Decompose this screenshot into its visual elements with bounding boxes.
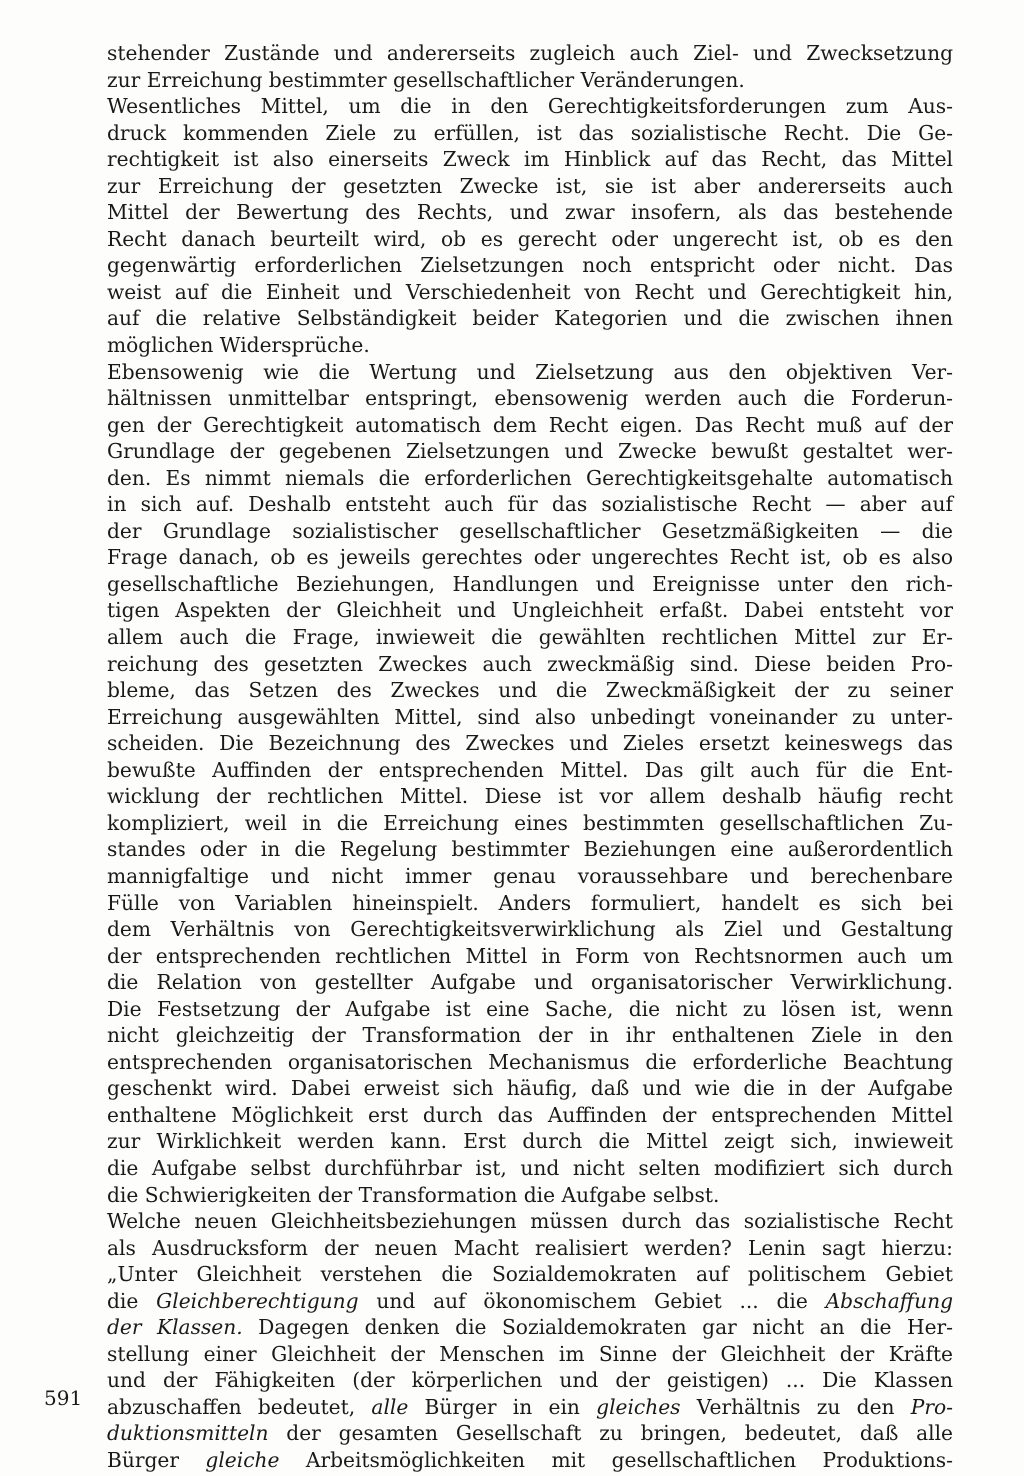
text-run: und auf ökonomischem Gebiet ... die (358, 1288, 826, 1313)
text-run: gegenwärtig erforderlichen Zielsetzungen noch entspricht oder nicht. Das (107, 253, 953, 278)
text-run: Fülle von Variablen hineinspielt. Anders formuliert, handelt es sich bei (107, 890, 953, 915)
text-line (107, 890, 953, 917)
text-run: in sich auf. Deshalb entsteht auch für das sozialistische Recht — aber auf (107, 492, 953, 517)
text-run: zur Erreichung der gesetzten Zwecke ist, sie ist aber andererseits auch (107, 173, 953, 198)
text-run: zur Erreichung bestimmter gesellschaftlicher Veränderungen. (107, 67, 745, 92)
text-line (107, 996, 953, 1023)
text-run: reichung des gesetzten Zweckes auch zweckmäßig sind. Diese beiden Pro- (107, 651, 953, 676)
text-run: Welche neuen Gleichheitsbeziehungen müssen durch das sozialistische Recht (107, 1209, 953, 1234)
text-run: scheiden. Die Bezeichnung des Zweckes und Zieles ersetzt keineswegs das (107, 731, 953, 756)
text-line (107, 385, 953, 412)
text-line (107, 1155, 953, 1182)
text-run: gesellschaftliche Beziehungen, Handlungen und Ereignisse unter den rich- (107, 571, 953, 596)
text-line (107, 969, 953, 996)
text-line (107, 1102, 953, 1129)
text-run: hältnissen unmittelbar entspringt, ebensowenig werden auch die Forderun- (107, 386, 953, 411)
text-run: möglichen Widersprüche. (107, 333, 370, 358)
text-run: als Ausdrucksform der neuen Macht realisiert werden? Lenin sagt hierzu: (107, 1235, 953, 1260)
text-line (107, 757, 953, 784)
text-line (107, 146, 953, 173)
text-line (107, 1208, 953, 1235)
text-run: gen der Gerechtigkeit automatisch dem Recht eigen. Das Recht muß auf der (107, 412, 953, 437)
text-line (107, 730, 953, 757)
text-run: Frage danach, ob es jeweils gerechtes oder ungerechtes Recht ist, ob es also (107, 545, 953, 570)
italic-text: alle (371, 1394, 409, 1419)
text-line (107, 677, 953, 704)
text-run: stellung einer Gleichheit der Menschen im Sinne der Gleichheit der Kräfte (107, 1341, 953, 1366)
text-line (107, 1022, 953, 1049)
text-run: allem auch die Frage, inwieweit die gewählten rechtlichen Mittel zur Er- (107, 625, 953, 650)
text-run: die Relation von gestellter Aufgabe und organisatorischer Verwirklichung. (107, 970, 953, 995)
text-run: bleme, das Setzen des Zweckes und die Zweckmäßigkeit der zu seiner (107, 678, 953, 703)
text-run: tigen Aspekten der Gleichheit und Ungleichheit erfaßt. Dabei entsteht vor (107, 598, 953, 623)
text-run: die (107, 1288, 157, 1313)
document-body (107, 40, 953, 1474)
text-run: Erreichung ausgewählten Mittel, sind also unbedingt voneinander zu unter- (107, 704, 953, 729)
text-line (107, 252, 953, 279)
text-line (107, 465, 953, 492)
text-line (107, 67, 953, 94)
text-line (107, 651, 953, 678)
text-line (107, 1314, 953, 1341)
text-line (107, 1235, 953, 1262)
text-line (107, 1261, 953, 1288)
text-line (107, 412, 953, 439)
text-line (107, 836, 953, 863)
text-run: Recht danach beurteilt wird, ob es gerecht oder ungerecht ist, ob es den (107, 226, 953, 251)
text-line (107, 1288, 953, 1315)
text-line (107, 704, 953, 731)
text-line (107, 438, 953, 465)
text-run: abzuschaffen bedeutet, (107, 1394, 372, 1419)
text-line (107, 783, 953, 810)
italic-text: Abschaffung (825, 1288, 954, 1313)
text-line (107, 226, 953, 253)
text-line (107, 544, 953, 571)
text-run: und der Fähigkeiten (der körperlichen und der geistigen) ... Die Klassen (107, 1368, 953, 1393)
text-run: weist auf die Einheit und Verschiedenheit von Recht und Gerechtigkeit hin, (107, 279, 953, 304)
text-line (107, 1367, 953, 1394)
text-run: druck kommenden Ziele zu erfüllen, ist das sozialistische Recht. Die Ge- (107, 120, 953, 145)
text-line (107, 1447, 953, 1474)
text-line (107, 1075, 953, 1102)
text-run: der Grundlage sozialistischer gesellschaftlicher Gesetzmäßigkeiten — die (107, 518, 953, 543)
text-line (107, 93, 953, 120)
text-run: die Aufgabe selbst durchführbar ist, und nicht selten modifiziert sich durch (107, 1155, 953, 1180)
text-line (107, 624, 953, 651)
text-run: der gesamten Gesellschaft zu bringen, bedeutet, daß alle (268, 1421, 953, 1446)
text-line (107, 332, 953, 359)
text-line (107, 518, 953, 545)
text-line (107, 305, 953, 332)
text-run: rechtigkeit ist also einerseits Zweck im Hinblick auf das Recht, das Mittel (107, 147, 953, 172)
text-run: Mittel der Bewertung des Rechts, und zwar insofern, als das bestehende (107, 200, 953, 225)
text-run: entsprechenden organisatorischen Mechanismus die erforderliche Beachtung (107, 1049, 953, 1074)
text-run: „Unter Gleichheit verstehen die Sozialdemokraten auf politischem Gebiet (107, 1262, 953, 1287)
text-run: dem Verhältnis von Gerechtigkeitsverwirklichung als Ziel und Gestaltung (107, 917, 953, 942)
text-run: Ebensowenig wie die Wertung und Zielsetzung aus den objektiven Ver- (107, 359, 953, 384)
text-line (107, 40, 953, 67)
text-run: Bürger (107, 1447, 206, 1472)
text-run: der entsprechenden rechtlichen Mittel in Form von Rechtsnormen auch um (107, 943, 953, 968)
text-line (107, 1128, 953, 1155)
text-run: standes oder in die Regelung bestimmter Beziehungen eine außerordentlich (107, 837, 953, 862)
text-line (107, 1182, 953, 1209)
italic-text: der Klassen. (107, 1315, 243, 1340)
text-run: mannigfaltige und nicht immer genau voraussehbare und berechenbare (107, 863, 953, 888)
text-line (107, 571, 953, 598)
text-run: enthaltene Möglichkeit erst durch das Auffinden der entsprechenden Mittel (107, 1102, 953, 1127)
text-line (107, 943, 953, 970)
text-line (107, 1049, 953, 1076)
italic-text: duktionsmitteln (107, 1421, 269, 1446)
text-run: bewußte Auffinden der entsprechenden Mittel. Das gilt auch für die Ent- (107, 757, 953, 782)
text-run: wicklung der rechtlichen Mittel. Diese ist vor allem deshalb häufig recht (107, 784, 953, 809)
text-line (107, 199, 953, 226)
italic-text: gleiche (205, 1447, 280, 1472)
text-run: Die Festsetzung der Aufgabe ist eine Sache, die nicht zu lösen ist, wenn (107, 996, 953, 1021)
text-line (107, 491, 953, 518)
italic-text: Gleichberechtigung (156, 1288, 359, 1313)
text-line (107, 279, 953, 306)
text-line (107, 916, 953, 943)
text-run: Bürger in ein (408, 1394, 597, 1419)
text-line (107, 173, 953, 200)
text-line (107, 359, 953, 386)
text-line (107, 1394, 953, 1421)
text-run: stehender Zustände und andererseits zugleich auch Ziel- und Zwecksetzung (107, 41, 953, 65)
text-run: Verhältnis zu den (680, 1394, 911, 1419)
text-line (107, 810, 953, 837)
text-line (107, 863, 953, 890)
italic-text: Pro- (910, 1394, 953, 1419)
page-number: 591 (44, 1386, 83, 1410)
text-run: zur Wirklichkeit werden kann. Erst durch die Mittel zeigt sich, inwieweit (107, 1129, 953, 1154)
text-line (107, 120, 953, 147)
text-run: Dagegen denken die Sozialdemokraten gar nicht an die Her- (242, 1315, 953, 1340)
text-line (107, 1420, 953, 1447)
text-run: geschenkt wird. Dabei erweist sich häufig, daß und wie die in der Aufgabe (107, 1076, 953, 1101)
text-run: kompliziert, weil in die Erreichung eines bestimmten gesellschaftlichen Zu- (107, 810, 953, 835)
text-line (107, 597, 953, 624)
text-run: den. Es nimmt niemals die erforderlichen Gerechtigkeitsgehalte automatisch (107, 465, 953, 490)
text-run: Grundlage der gegebenen Zielsetzungen und Zwecke bewußt gestaltet wer- (107, 439, 953, 464)
text-run: nicht gleichzeitig der Transformation der in ihr enthaltenen Ziele in den (107, 1023, 953, 1048)
text-run: auf die relative Selbständigkeit beider Kategorien und die zwischen ihnen (107, 306, 953, 331)
text-line (107, 1341, 953, 1368)
text-run: Wesentliches Mittel, um die in den Gerechtigkeitsforderungen zum Aus- (107, 94, 953, 119)
text-run: die Schwierigkeiten der Transformation die Aufgabe selbst. (107, 1182, 720, 1207)
text-run: Arbeitsmöglichkeiten mit gesellschaftlichen Produktions- (279, 1447, 953, 1472)
italic-text: gleiches (596, 1394, 681, 1419)
